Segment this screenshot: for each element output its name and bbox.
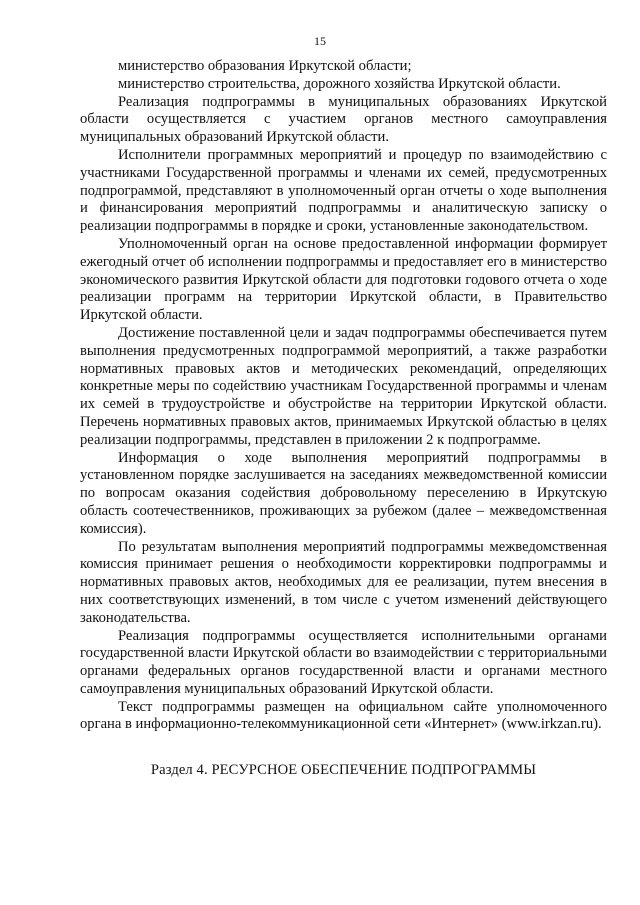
paragraph-executive-bodies: Реализация подпрограммы осуществляется исполнительными органами государственной власти Иркутской области во взаимодействии с территориальными органами федеральных органов государственной власти и органами местного самоуправления муниципальных образований Иркутской области. <box>80 627 607 697</box>
section-heading: Раздел 4. РЕСУРСНОЕ ОБЕСПЕЧЕНИЕ ПОДПРОГРАММЫ <box>150 762 537 779</box>
paragraph-annual-report: Уполномоченный орган на основе предоставленной информации формирует ежегодный отчет об исполнении подпрограммы и предоставляет его в министерство экономического развития Иркутской области для подготовки годового отчета о ходе реализации программ на территории Иркутской области, в Правительство Иркутской области. <box>80 235 607 324</box>
page-number: 15 <box>314 34 326 48</box>
paragraph-goal-achievement: Достижение поставленной цели и задач подпрограммы обеспечивается путем выполнения предусмотренных подпрограммой мероприятий, а также разработки нормативных правовых актов и методических рекомендаций, определяющих конкретные меры по содействию участникам Государственной программы и членам их семей в трудоустройстве и обустройстве на территории Иркутской области. Перечень нормативных правовых актов, принимаемых Иркутской областью в целях реализации подпрограммы, представлен в приложении 2 к подпрограмме. <box>80 324 607 448</box>
paragraph-commission-decisions: По результатам выполнения мероприятий подпрограммы межведомственная комиссия принимает решения о необходимости корректировки подпрограммы и нормативных правовых актов, необходимых для ее реализации, путем внесения в них соответствующих изменений, в том числе с учетом изменений действующего законодательства. <box>80 538 607 626</box>
paragraph-ministry-education: министерство образования Иркутской области; <box>118 58 412 74</box>
paragraph-ministry-construction: министерство строительства, дорожного хозяйства Иркутской области. <box>118 75 561 92</box>
paragraph-website-publication: Текст подпрограммы размещен на официальном сайте уполномоченного органа в информационно-телекоммуникационной сети «Интернет» (www.irkzan.ru). <box>80 698 607 733</box>
paragraph-executors-reports: Исполнители программных мероприятий и процедур по взаимодействию с участниками Государственной программы и членами их семей, предусмотренных подпрограммой, представляют в уполномоченный орган отчеты о ходе выполнения и финансирования мероприятий подпрограммы и аналитическую записку о реализации подпрограммы в порядке и сроки, установленные законодательством. <box>80 146 607 235</box>
paragraph-commission-hearing: Информация о ходе выполнения мероприятий подпрограммы в установленном порядке заслушивается на заседаниях межведомственной комиссии по вопросам оказания содействия добровольному переселению в Иркутскую область соотечественников, проживающих за рубежом (далее – межведомственная комиссия). <box>80 449 607 537</box>
document-body <box>80 58 607 780</box>
paragraph-municipal-implementation: Реализация подпрограммы в муниципальных образованиях Иркутской области осуществляется с участием органов местного самоуправления муниципальных образований Иркутской области. <box>80 93 607 146</box>
